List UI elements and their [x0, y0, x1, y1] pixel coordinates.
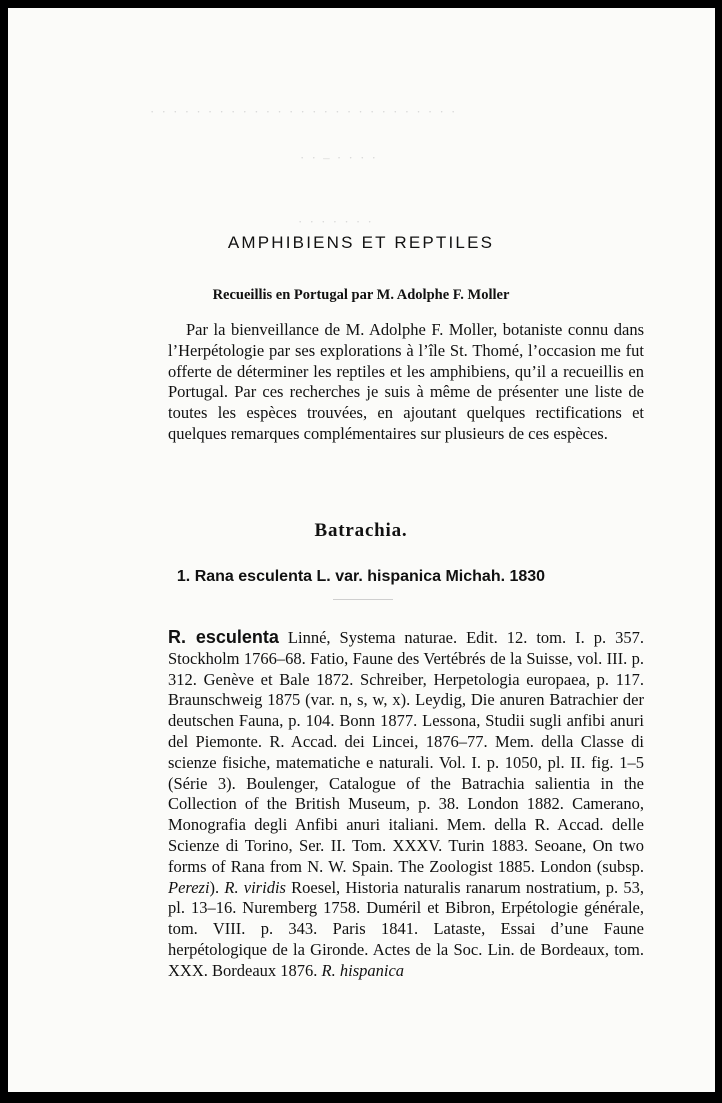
page-subtitle: Recueillis en Portugal par M. Adolphe F. Moller: [212, 287, 510, 303]
references-text: Roesel, Historia naturalis ranarum nostratium, p. 53, pl. 13–16. Nuremberg 1758. Duméril et Bibron, Erpétologie générale, tom. VIII. p. 343. Paris 1841. Lataste, Essai d’une Faune herpétologique de la Gironde. Actes de la Soc. Lin. de Bordeaux, tom. XXX. Bordeaux 1876.: [168, 877, 645, 980]
bleed-through-text: · · – · · · ·: [300, 150, 378, 165]
references-italic: R. hispanica: [321, 960, 405, 980]
references-paragraph: [168, 627, 644, 982]
intro-paragraph: Par la bienveillance de M. Adolphe F. Moller, botaniste connu dans l’Herpétologie par ses explorations à l’île St. Thomé, l’occasion me fut offerte de déterminer les reptiles et les amphibiens, qu’il a recueillis en Portugal. Par ces recherches je suis à même de présenter une liste de toutes les espèces trouvées, en ajoutant quelques rectifications et quelques remarques complémentaires sur plusieurs de ces espèces.: [168, 320, 644, 443]
references-italic: Perezi: [168, 877, 210, 897]
section-heading: Batrachia.: [314, 520, 408, 541]
species-lead: R. esculenta: [168, 627, 279, 647]
references-text: Linné, Systema naturae. Edit. 12. tom. I. p. 357. Stockholm 1766–68. Fatio, Faune des Vertébrés de la Suisse, vol. III. p. 312. Genève et Bale 1872. Schreiber, Herpetologia europaea, p. 117. Braunschweig 1875 (var. n, s, w, x). Leydig, Die anuren Batrachier der deutschen Fauna, p. 104. Bonn 1877. Lessona, Studii sugli anfibi anuri del Piemonte. R. Accad. dei Lincei, 1876–77. Mem. della Classe di scienze fisiche, matematiche e naturali. Vol. I. p. 1050, pl. II. fig. 1–5 (Série 3). Boulenger, Catalogue of the Batrachia salientia in the Collection of the British Museum, p. 38. London 1882. Camerano, Monografia degli Anfibi anuri italiani. Mem. della R. Accad. delle Scienze di Torino, Ser. II. Tom. XXXV. Turin 1883. Seoane, On two forms of Rana from N. W. Spain. The Zoologist 1885. London (subsp.: [168, 628, 645, 876]
divider: [333, 599, 393, 600]
bleed-through-text: · · · · · · · · · · · · · · · · · · · · · · · · · · ·: [150, 104, 458, 119]
references-text: ).: [209, 877, 225, 897]
references-italic: R. viridis: [224, 877, 286, 897]
page-title: AMPHIBIENS ET REPTILES: [227, 233, 495, 252]
bleed-through-text: · · · · · · ·: [298, 214, 374, 229]
species-heading: 1. Rana esculenta L. var. hispanica Michah. 1830: [176, 568, 546, 585]
